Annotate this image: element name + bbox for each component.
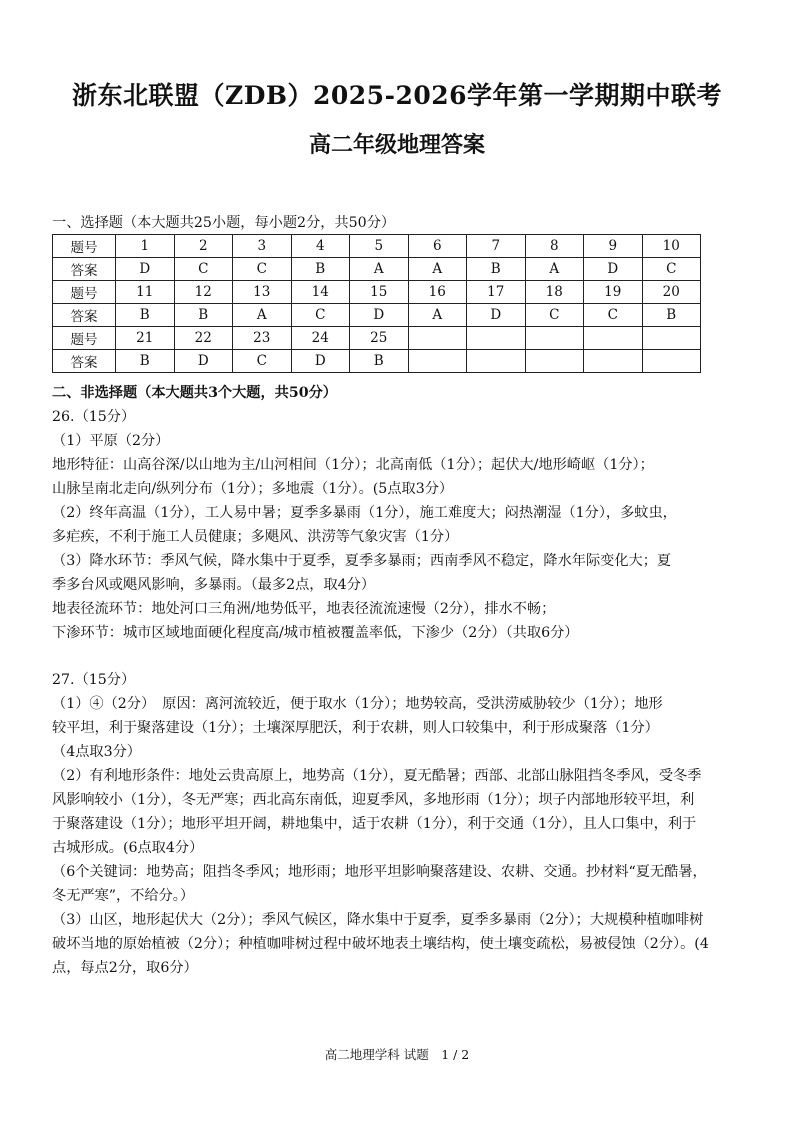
answer-row: [53, 304, 701, 327]
answer-cell: B: [116, 304, 175, 327]
answer-label-cell: 答案: [53, 304, 116, 327]
answer-cell: B: [350, 350, 409, 373]
question-number-cell: 7: [467, 235, 526, 258]
question-number-cell: 24: [291, 327, 350, 350]
answer-cell: D: [350, 304, 409, 327]
answer-cell: A: [525, 258, 584, 281]
answer-cell: [408, 350, 467, 373]
question-number-cell: 4: [291, 235, 350, 258]
question-number-cell: 3: [233, 235, 292, 258]
exam-title: 浙东北联盟（ZDB）2025-2026学年第一学期期中联考: [71, 81, 723, 110]
answer-cell: [525, 350, 584, 373]
question-number-cell: 1: [116, 235, 175, 258]
question-number-cell: 12: [174, 281, 233, 304]
answer-cell: [467, 350, 526, 373]
answer-cell: B: [467, 258, 526, 281]
answer-line: 地形特征：山高谷深/以山地为主/山河相间（1分）；北高南低（1分）；起伏大/地形崎岖（1分）；: [52, 457, 654, 473]
answer-line: （4点取3分）: [52, 744, 141, 760]
question-number-cell: 17: [467, 281, 526, 304]
question-number-cell: 13: [233, 281, 292, 304]
answer-table: [52, 234, 701, 373]
answer-cell: B: [174, 304, 233, 327]
answer-cell: D: [467, 304, 526, 327]
answer-line: 下渗环节：城市区域地面硬化程度高/城市植被覆盖率低，下渗少（2分）（共取6分）: [52, 625, 579, 641]
question-number-cell: 5: [350, 235, 409, 258]
question-number-cell: 15: [350, 281, 409, 304]
answer-cell: B: [116, 350, 175, 373]
question-number-cell: 11: [116, 281, 175, 304]
question-number-row: [53, 327, 701, 350]
answer-cell: [584, 350, 643, 373]
answer-line: 于聚落建设（1分）；地形平坦开阔，耕地集中，适于农耕（1分），利于交通（1分），且人口集中，利于: [52, 816, 697, 832]
answer-line: 破坏当地的原始植被（2分）；种植咖啡树过程中破坏地表土壤结构，使土壤变疏松，易被侵蚀（2分）。(4: [52, 936, 709, 952]
answer-line: 古城形成。(6点取4分）: [52, 840, 204, 856]
answer-cell: C: [584, 304, 643, 327]
answer-cell: D: [174, 350, 233, 373]
answer-cell: B: [291, 258, 350, 281]
section2-heading: 二、非选择题（本大题共3个大题，共50分）: [52, 385, 337, 401]
answer-line: 季多台风或飓风影响，多暴雨。（最多2点，取4分）: [52, 577, 376, 593]
question-number-cell: 20: [642, 281, 701, 304]
answer-label-cell: 答案: [53, 258, 116, 281]
answer-line: （1）平原（2分）: [52, 433, 170, 449]
answer-line: （3）降水环节：季风气候，降水集中于夏季，夏季多暴雨；西南季风不稳定，降水年际变化大；夏: [52, 553, 672, 569]
answer-cell: C: [291, 304, 350, 327]
question-number-row: [53, 281, 701, 304]
answer-row: [53, 258, 701, 281]
question-number-cell: 18: [525, 281, 584, 304]
answer-cell: A: [408, 258, 467, 281]
answer-line: （2）终年高温（1分），工人易中暑；夏季多暴雨（1分），施工难度大；闷热潮湿（1分），多蚊虫，: [52, 505, 677, 521]
section1-heading: 一、选择题（本大题共25小题，每小题2分，共50分）: [52, 215, 396, 231]
question-number-cell: 19: [584, 281, 643, 304]
answer-cell: C: [233, 258, 292, 281]
question-number-cell: [525, 327, 584, 350]
question-number-cell: 23: [233, 327, 292, 350]
question-label-cell: 题号: [53, 235, 116, 258]
answer-cell: [642, 350, 701, 373]
question-number-cell: [467, 327, 526, 350]
answer-cell: A: [408, 304, 467, 327]
answer-line: 地表径流环节：地处河口三角洲/地势低平，地表径流流速慢（2分），排水不畅；: [52, 601, 556, 617]
question-number-cell: 9: [584, 235, 643, 258]
answer-cell: A: [350, 258, 409, 281]
answer-cell: C: [525, 304, 584, 327]
answer-cell: C: [174, 258, 233, 281]
question-number-row: [53, 235, 701, 258]
question-number-cell: 21: [116, 327, 175, 350]
question-number-cell: 6: [408, 235, 467, 258]
answer-line: （6个关键词：地势高；阻挡冬季风；地形雨；地形平坦影响聚落建设、农耕、交通。抄材料“夏无酷暑，: [52, 864, 707, 880]
question-number-cell: 14: [291, 281, 350, 304]
answer-line: 山脉呈南北走向/纵列分布（1分）；多地震（1分）。(5点取3分）: [52, 481, 454, 497]
answer-cell: D: [116, 258, 175, 281]
answer-line: 冬无严寒”，不给分。）: [52, 888, 195, 904]
answer-cell: C: [642, 258, 701, 281]
question-number-cell: 2: [174, 235, 233, 258]
question-number-cell: [408, 327, 467, 350]
answer-label-cell: 答案: [53, 350, 116, 373]
question-number-cell: 22: [174, 327, 233, 350]
question-number-cell: 25: [350, 327, 409, 350]
question-number-cell: [642, 327, 701, 350]
answer-line: （2）有利地形条件：地处云贵高原上，地势高（1分），夏无酷暑；西部、北部山脉阻挡冬季风，受冬季: [52, 768, 702, 784]
question-number-cell: 8: [525, 235, 584, 258]
question-number-cell: 10: [642, 235, 701, 258]
answer-line: 27.（15分）: [52, 672, 136, 688]
question-number-cell: [584, 327, 643, 350]
answer-cell: A: [233, 304, 292, 327]
page-footer: 高二地理学科 试题 1 / 2: [324, 1047, 470, 1062]
answer-row: [53, 350, 701, 373]
answer-line: 26.（15分）: [52, 409, 136, 425]
answer-cell: B: [642, 304, 701, 327]
answer-cell: C: [233, 350, 292, 373]
answer-cell: D: [584, 258, 643, 281]
answer-subtitle: 高二年级地理答案: [308, 132, 485, 158]
question-label-cell: 题号: [53, 327, 116, 350]
question-number-cell: 16: [408, 281, 467, 304]
answer-line: （1）④（2分） 原因：离河流较近，便于取水（1分）；地势较高，受洪涝威胁较少（1分）；地形: [52, 696, 663, 712]
answer-cell: D: [291, 350, 350, 373]
answer-line: （3）山区，地形起伏大（2分）；季风气候区，降水集中于夏季，夏季多暴雨（2分）；大规模种植咖啡树: [52, 912, 704, 928]
question-label-cell: 题号: [53, 281, 116, 304]
answer-line: 多疟疾，不利于施工人员健康；多飓风、洪涝等气象灾害（1分）: [52, 529, 459, 545]
answer-line: 较平坦，利于聚落建设（1分）；土壤深厚肥沃，利于农耕，则人口较集中，利于形成聚落（1分）: [52, 720, 659, 736]
answer-line: 风影响较小（1分），冬无严寒；西北高东南低，迎夏季风，多地形雨（1分）；坝子内部地形较平坦，利: [52, 792, 695, 808]
answer-line: 点，每点2分，取6分）: [52, 960, 198, 976]
